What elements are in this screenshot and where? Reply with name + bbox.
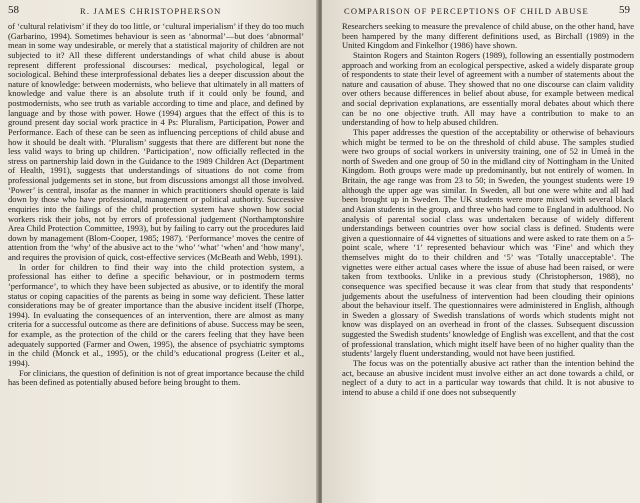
running-head-right: COMPARISON OF PERCEPTIONS OF CHILD ABUSE <box>344 6 589 16</box>
left-page-body <box>8 22 304 388</box>
paragraph: Stainton Rogers and Stainton Rogers (1989), following an essentially postmodern approach and working from an ecological perspective, asked a widely disparate group of respondents to state their level of agreement with a number of statements about the nature and causation of abuse. They showed that no one discourse can claim validity over others because differences in belief about abuse, for example between medical and social deprivation explanations, are essentially moral debates about which there can be no one objective truth. All may have a contribution to make to an understanding of how to help abused children. <box>342 49 634 128</box>
paragraph: This paper addresses the question of the acceptability or otherwise of behaviours which might be termed to be on the threshold of child abuse. The samples studied were two groups of social workers in university training, one of 52 in Umeå in the north of Sweden and one group of 50 in the midland city of Nottingham in the United Kingdom. Both groups were made up predominantly, but not entirely of women. In Britain, the age range was from 23 to 50; in Sweden, the youngest students were 19 although the upper age was similar. In Sweden, all but one were white and all had been brought up in Sweden. The UK students were more mixed with several black and Asian students in the group, and three who had come to England in adulthood. No analysis of parental social class was undertaken because of widely different understandings between countries over how social class is defined. Students were given a questionnaire of 44 vignettes of situations and were asked to rate them on a 5-point scale, where ‘1’ represented behaviour which was ‘Fine’ and which they themselves might do to their children and ‘5’ was ‘Totally unacceptable’. The vignettes were either actual cases where the issue of abuse had been raised, or were taken from textbooks. Unlike in a previous study (Christopherson, 1988), no consequence was specified because it was clear from that study that respondents’ judgements about the usefulness of intervention had been clouding their opinions about the behaviour itself. The questionnaires were administered in English, although in Sweden a glossary of Swedish translations of words which students might not know was displayed on an overhead in front of the classes. Subsequent discussion suggested the Swedish students’ knowledge of English was excellent, and that the cost of professional translation, which might itself have been of no higher quality than the students’ largely fluent understanding, would not have been justified. <box>342 126 634 359</box>
paragraph: of ‘cultural relativism’ if they do too little, or ‘cultural imperialism’ if they do too much (Garbarino, 1994). Sometimes behaviour is seen as ‘abnormal’—but does ‘abnormal’ mean in some way undesirable, or merely that a statistical majority of children are not subjected to it? All these different understandings of what child abuse is about represent different professional discourses: medical, psychological, legal or sociological. Behind these interprofessional debates lies a deeper discussion about the nature of knowledge: between modernists, who believe that ultimately in all matters of knowledge and value there is an absolute truth if it could only be found, and postmodernists, who see truth as variable according to time and place, and defined by language and by those with power. Howe (1994) argues that the effect of this is to ground present day social work practice in 4 Ps: Pluralism, Participation, Power and Performance. Each of these can be seen as influencing perceptions of child abuse and how it should be dealt with. ‘Pluralism’ suggests that there are different but none the less valid ways to bring up children. ‘Participation’, now officially reflected in the stress on partnership laid down in the Guidance to the 1989 Children Act (Department of Health, 1991), suggests that understandings of situations do not come from professional judgements set in stone, but from discussions amongst all those involved. ‘Power’ is central, insofar as the manner in which practitioners should operate is laid down by those who have professional, management or political authority. Successive enquiries into the failings of the child protection system have shown how social workers risk their jobs, not by errors of professional judgement (Northamptonshire Area Child Protection Committee, 1993), but by failing to carry out the procedures laid down by management (Blom-Cooper, 1985; 1987). ‘Performance’ moves the centre of attention from the ‘why’ of the abusive act to the ‘who’ ‘what’ ‘when’ and ‘how many’, and requires the provision of quick, cost-effective services (McBeath and Webb, 1991). <box>8 21 304 262</box>
page-number-left: 58 <box>8 4 19 16</box>
page-number-right: 59 <box>619 4 630 16</box>
paragraph: For clinicians, the question of definition is not of great importance because the child has been defined as potentially abused before being brought to them. <box>8 367 304 388</box>
left-page <box>0 0 318 503</box>
running-head-left: R. JAMES CHRISTOPHERSON <box>80 6 222 16</box>
right-page <box>322 0 640 503</box>
paragraph: The focus was on the potentially abusive act rather than the intention behind the act, because an abusive incident must involve either an act done towards a child, or neglect of a duty to act in a particular way towards that child. It is not abusive to intend to abuse a child if one does not subsequently <box>342 357 634 397</box>
paragraph: In order for children to find their way into the child protection system, a professional has either to define a specific behaviour, or in postmodern terms ‘performance’, to which they have been subjected as abusive, or to identify the moral status or coping capacities of the parents as being in some way deficient. These latter considerations may be of greater importance than the abusive incident itself (Thorpe, 1994). In evaluating the consequences of an intervention, there are almost as many criteria for a successful outcome as there are definitions of abuse. Success may be seen, for example, as the protection of the child or the carers feeling that they have been adequately supported (Farmer and Owen, 1995), the absence of psychiatric symptoms in the child (Monck et al., 1995), or the child’s educational progress (Leiter et al., 1994). <box>8 261 304 368</box>
paragraph: Researchers seeking to measure the prevalence of child abuse, on the other hand, have been hampered by the many different definitions used, as Birchall (1989) in the United Kingdom and Finkelhor (1986) have shown. <box>342 21 634 51</box>
right-page-body <box>342 22 634 397</box>
